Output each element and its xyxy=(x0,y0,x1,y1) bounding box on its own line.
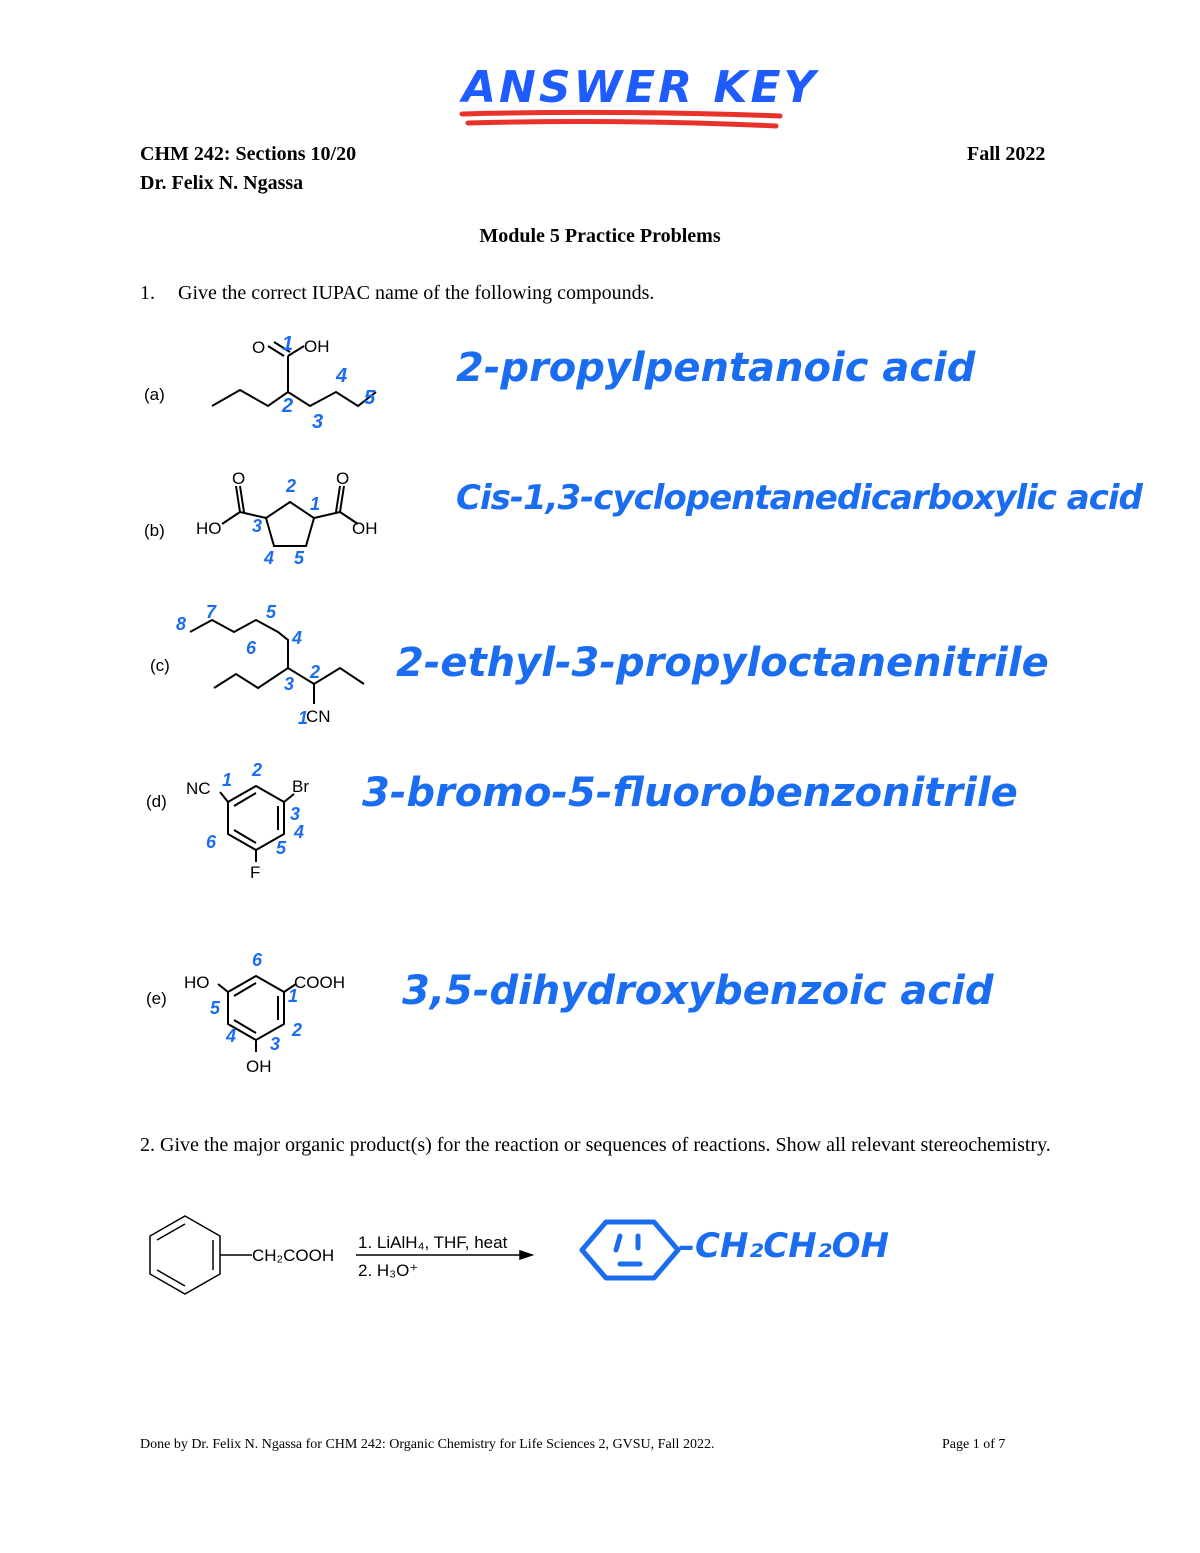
part-a-label: (a) xyxy=(144,385,165,404)
numbering-label: 5 xyxy=(266,602,277,622)
numbering-label: 5 xyxy=(364,387,376,409)
numbering-label: 4 xyxy=(264,548,275,568)
answer-d: 3-bromo-5-fluorobenzonitrile xyxy=(362,770,1018,816)
numbering-label: 3 xyxy=(290,804,301,824)
numbering-label: 6 xyxy=(252,950,263,970)
atom-label: HO xyxy=(196,519,222,538)
answer-key-title: ANSWER KEY xyxy=(462,62,819,113)
atom-label: HO xyxy=(184,973,210,992)
part-b-label: (b) xyxy=(144,521,165,540)
numbering-label: 4 xyxy=(294,822,305,842)
numbering-label: 1 xyxy=(288,986,299,1006)
module-title: Module 5 Practice Problems xyxy=(479,225,721,247)
numbering-label: 5 xyxy=(294,548,305,568)
numbering-label: 3 xyxy=(284,674,295,694)
structure-d xyxy=(180,756,340,886)
atom-label: OH xyxy=(352,519,378,538)
structure-a xyxy=(200,330,400,440)
part-e-label: (e) xyxy=(146,989,167,1008)
numbering-label: 6 xyxy=(206,832,217,852)
structure-c xyxy=(170,598,370,738)
numbering-label: 1 xyxy=(298,708,309,728)
atom-label: NC xyxy=(186,779,211,798)
structure-b xyxy=(190,466,390,576)
atom-label: Br xyxy=(292,777,309,796)
structure-e xyxy=(180,944,380,1084)
numbering-label: 2 xyxy=(282,395,294,417)
atom-label: CN xyxy=(306,707,331,726)
question-1 xyxy=(140,282,654,305)
reagent-step-1: 1. LiAlH₄, THF, heat xyxy=(358,1233,508,1252)
answer-b: Cis-1,3-cyclopentanedicarboxylic acid xyxy=(456,478,1142,518)
instructor-name: Dr. Felix N. Ngassa xyxy=(140,172,304,194)
numbering-label: 4 xyxy=(336,365,348,387)
atom-label: F xyxy=(250,863,261,882)
product-benzene-ring xyxy=(576,1216,686,1286)
numbering-label: 1 xyxy=(282,333,294,355)
atom-label: O xyxy=(336,469,350,488)
numbering-label: 3 xyxy=(312,411,324,433)
reactant-substituent: CH₂COOH xyxy=(252,1246,335,1265)
course-title: CHM 242: Sections 10/20 xyxy=(140,143,357,165)
numbering-label: 1 xyxy=(222,770,233,790)
footer-text: Done by Dr. Felix N. Ngassa for CHM 242: Organic Chemistry for Life Sciences 2, GVSU, Fall 2022. xyxy=(140,1437,715,1452)
product-substituent: –CH₂CH₂OH xyxy=(678,1226,889,1266)
part-c-label: (c) xyxy=(150,656,170,675)
numbering-label: 6 xyxy=(246,638,257,658)
numbering-label: 2 xyxy=(252,760,263,780)
numbering-label: 4 xyxy=(226,1026,237,1046)
atom-label: OH xyxy=(246,1057,272,1076)
answer-e: 3,5-dihydroxybenzoic acid xyxy=(402,968,994,1014)
question-1-prompt: Give the correct IUPAC name of the following compounds. xyxy=(178,282,655,304)
numbering-label: 3 xyxy=(252,516,263,536)
numbering-label: 5 xyxy=(276,838,287,858)
question-2-prompt: 2. Give the major organic product(s) for the reaction or sequences of reactions. Show all relevant stereochemistry. xyxy=(140,1134,1051,1156)
numbering-label: 2 xyxy=(310,662,321,682)
numbering-label: 3 xyxy=(270,1034,281,1054)
reagent-step-2: 2. H₃O⁺ xyxy=(358,1261,419,1280)
numbering-label: 2 xyxy=(292,1020,303,1040)
numbering-label: 4 xyxy=(292,628,303,648)
atom-label: O xyxy=(232,469,246,488)
atom-label: O xyxy=(252,338,266,357)
product-substituent-text: CH₂CH₂OH xyxy=(695,1226,889,1266)
numbering-label: 2 xyxy=(286,476,297,496)
answer-c: 2-ethyl-3-propyloctanenitrile xyxy=(396,640,1049,686)
numbering-label: 8 xyxy=(176,614,187,634)
answer-a: 2-propylpentanoic acid xyxy=(456,345,976,391)
term: Fall 2022 xyxy=(967,143,1046,165)
numbering-label: 1 xyxy=(310,494,321,514)
numbering-label: 5 xyxy=(210,998,221,1018)
atom-label: OH xyxy=(304,337,330,356)
answer-key-underline xyxy=(458,108,788,130)
question-1-number: 1. xyxy=(140,282,155,304)
part-d-label: (d) xyxy=(146,792,167,811)
atom-label: COOH xyxy=(294,973,345,992)
page-number: Page 1 of 7 xyxy=(942,1437,1006,1452)
reaction-scheme xyxy=(140,1210,540,1300)
numbering-label: 7 xyxy=(206,602,217,622)
